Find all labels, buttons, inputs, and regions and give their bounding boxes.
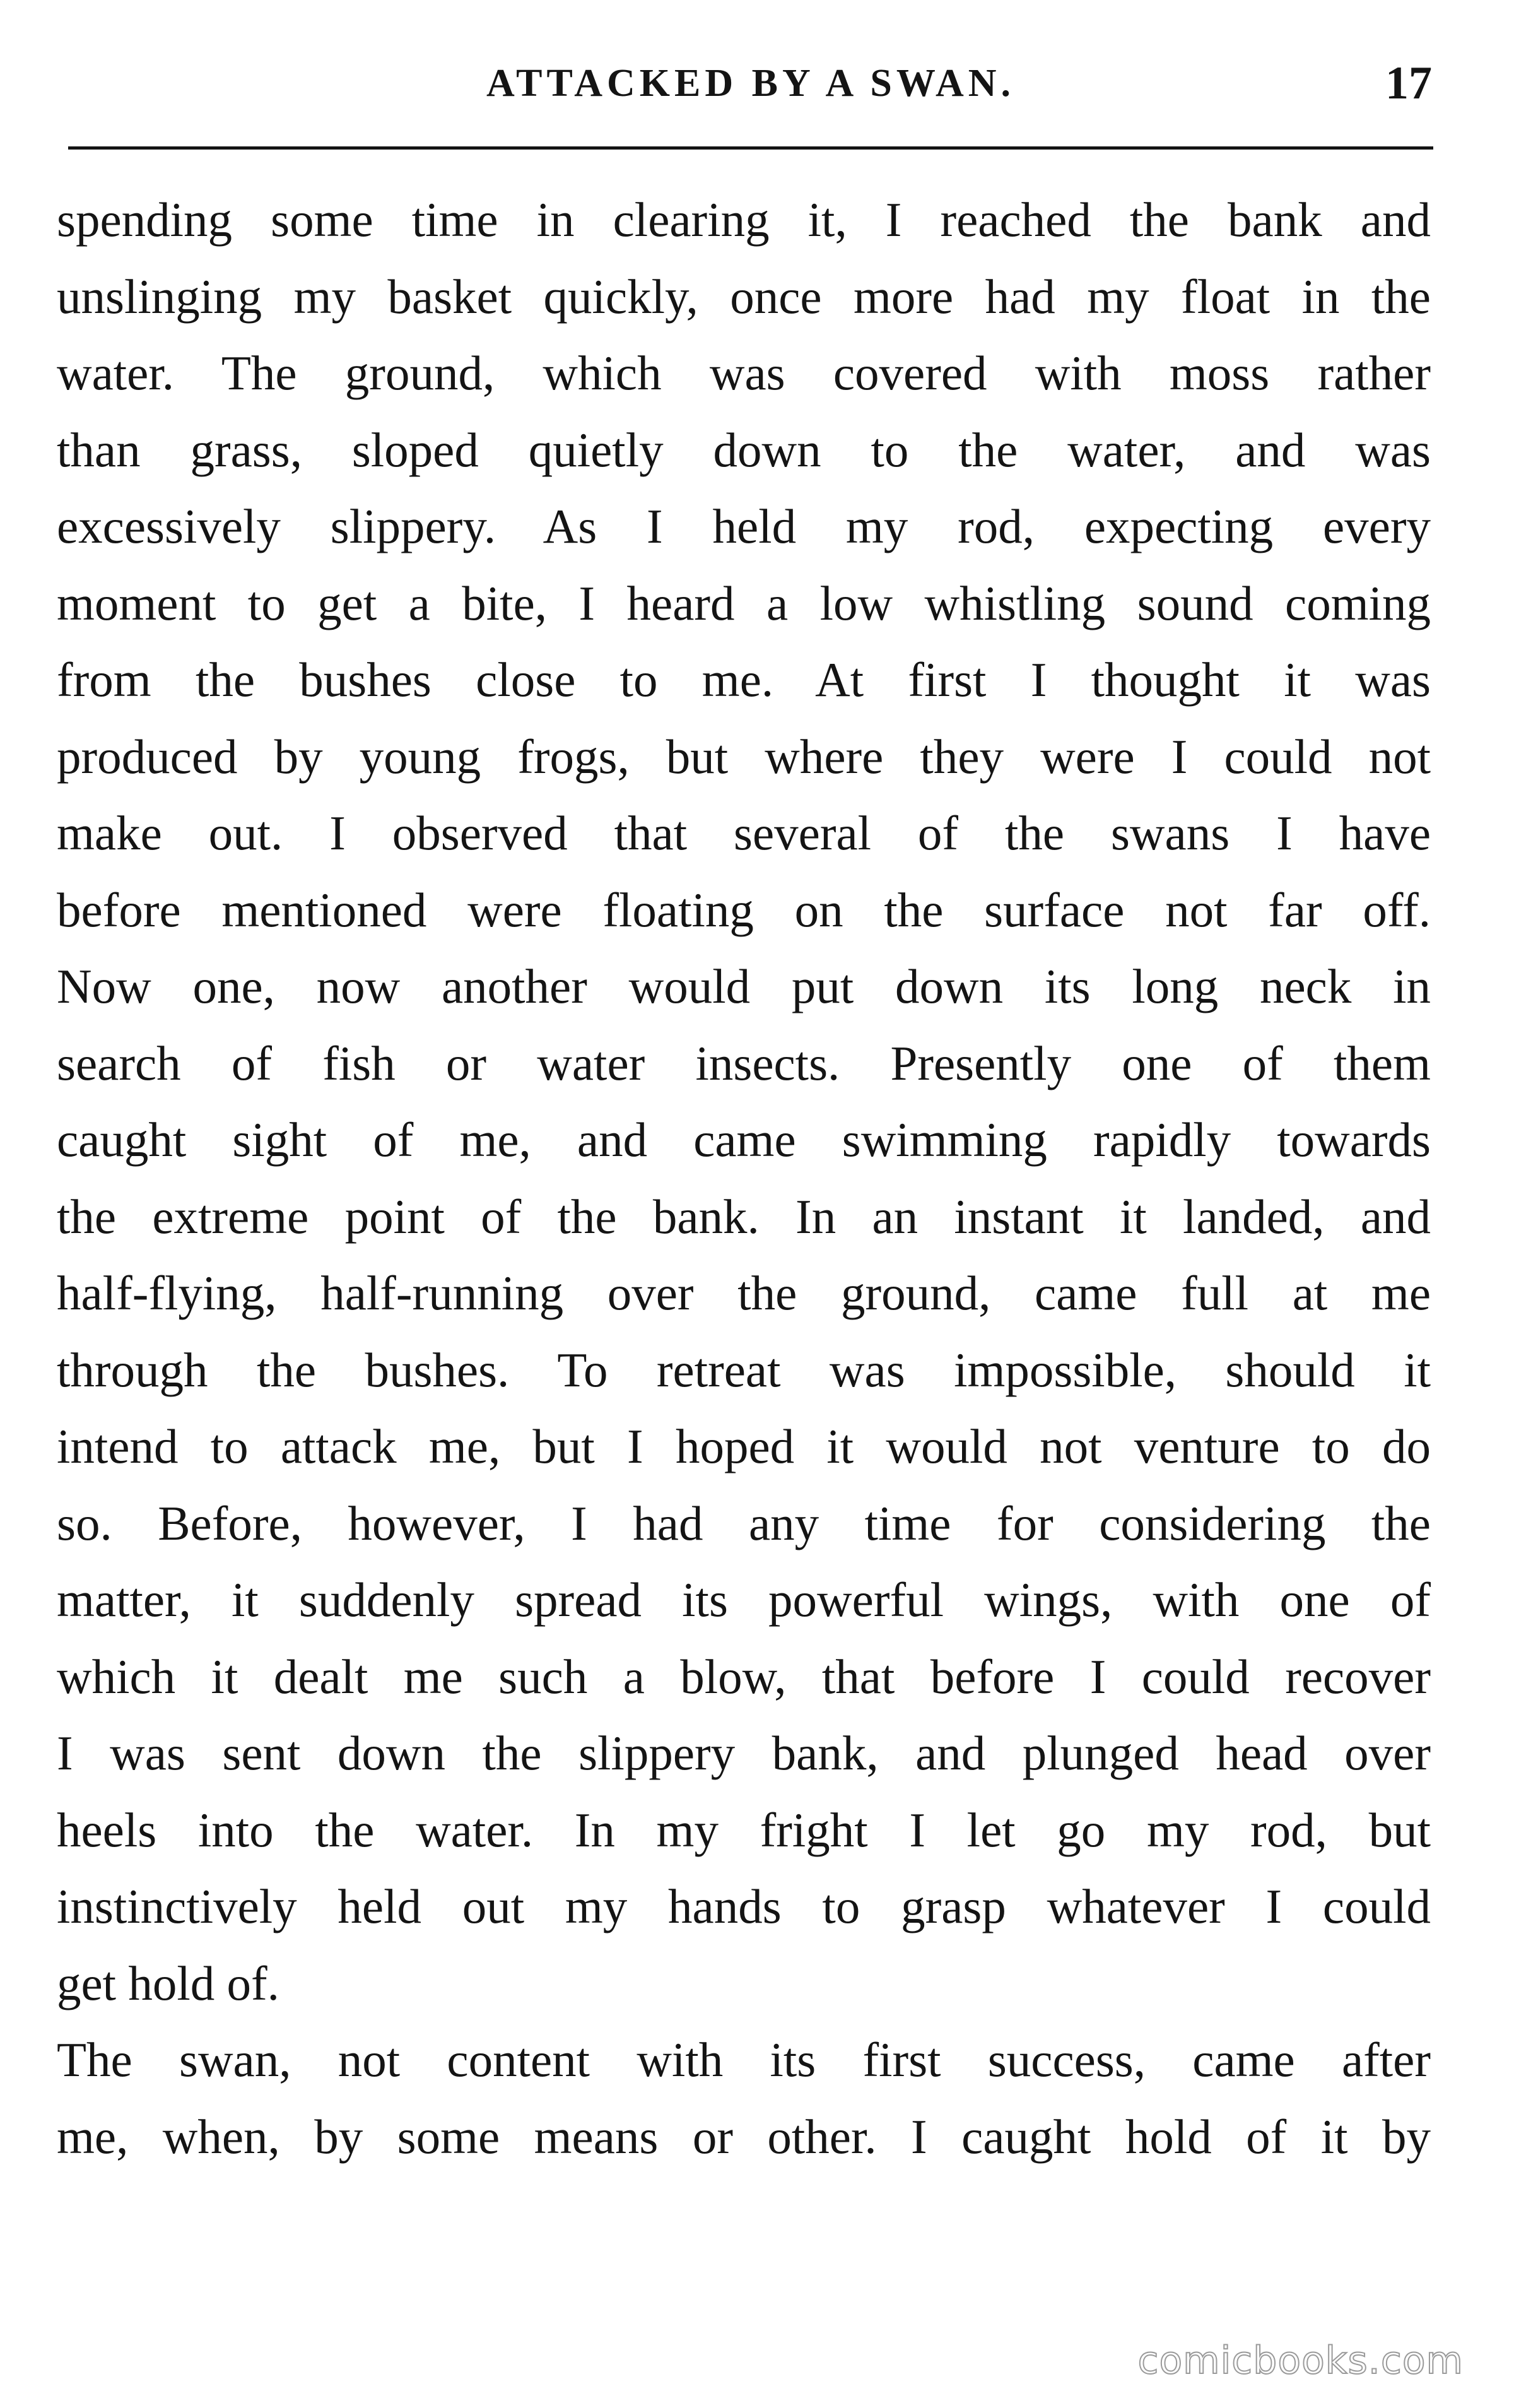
text-line: through the bushes. To retreat was impossible, should it — [57, 1342, 1431, 1397]
text-line: before mentioned were floating on the surface not far off. — [57, 882, 1431, 937]
paragraph-1 — [57, 182, 1431, 2022]
text-line: excessively slippery. As I held my rod, expecting every — [57, 499, 1431, 553]
text-line: matter, it suddenly spread its powerful wings, with one of — [57, 1573, 1431, 1627]
text-line: water. The ground, which was covered with moss rather — [57, 346, 1431, 400]
text-line: me, when, by some means or other. I caught hold of it by — [57, 2109, 1431, 2164]
text-line: get hold of. — [57, 1956, 279, 2010]
text-line: search of fish or water insects. Presently one of them — [57, 1036, 1431, 1090]
text-line: caught sight of me, and came swimming rapidly towards — [57, 1113, 1431, 1167]
text-line: half-flying, half-running over the ground, came full at me — [57, 1266, 1431, 1320]
paragraph-2 — [57, 2022, 1431, 2175]
text-line: which it dealt me such a blow, that before I could recover — [57, 1649, 1431, 1704]
text-line: intend to attack me, but I hoped it would not venture to do — [57, 1419, 1431, 1473]
text-line: produced by young frogs, but where they were I could not — [57, 729, 1431, 784]
text-line: spending some time in clearing it, I reached the bank and — [57, 192, 1431, 247]
text-line: the extreme point of the bank. In an instant it landed, and — [57, 1189, 1431, 1244]
text-line: moment to get a bite, I heard a low whistling sound coming — [57, 575, 1431, 630]
text-line: The swan, not content with its first success, came after — [57, 2033, 1431, 2087]
text-line: instinctively held out my hands to grasp whatever I could — [57, 1879, 1431, 1933]
text-line: unslinging my basket quickly, once more had my float in the — [57, 269, 1431, 324]
text-line: from the bushes close to me. At first I thought it was — [57, 652, 1431, 707]
header-rule — [68, 146, 1433, 150]
text-line: I was sent down the slippery bank, and plunged head over — [57, 1726, 1431, 1780]
text-line: heels into the water. In my fright I let go my rod, but — [57, 1802, 1431, 1857]
text-line: so. Before, however, I had any time for considering the — [57, 1496, 1431, 1550]
page-number: 17 — [1385, 57, 1432, 109]
text-line: than grass, sloped quietly down to the water, and was — [57, 422, 1431, 477]
body-text — [57, 182, 1431, 2175]
running-title: ATTACKED BY A SWAN. — [486, 62, 1016, 105]
text-line: make out. I observed that several of the swans I have — [57, 806, 1431, 860]
watermark: comicbooks.com — [1137, 2339, 1464, 2383]
text-line: Now one, now another would put down its long neck in — [57, 959, 1431, 1013]
running-head — [69, 58, 1432, 109]
